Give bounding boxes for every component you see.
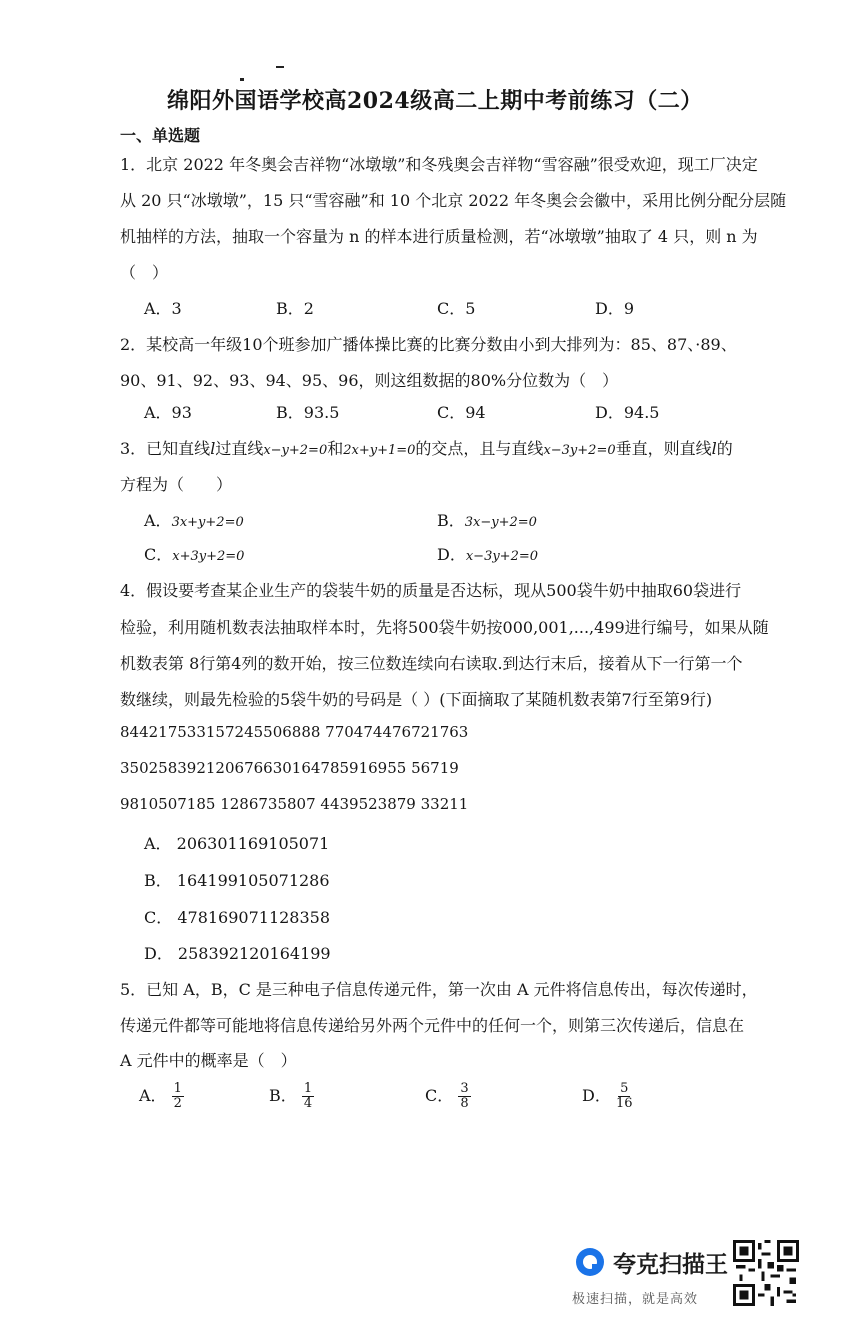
- q5-line: 5．已知 A，B，C 是三种电子信息传递元件，第一次由 A 元件将信息传出，每次传递时，: [120, 980, 758, 999]
- option-label: A．: [144, 511, 172, 530]
- option-label: B．: [269, 1086, 297, 1105]
- q5-option-a: [139, 1082, 184, 1111]
- q3-text: 和: [327, 439, 344, 458]
- denominator: 2: [173, 1096, 182, 1111]
- option-label: B．: [437, 511, 465, 530]
- q3-line: [120, 436, 733, 459]
- q1-option-a: A．3: [144, 299, 182, 318]
- q3-text: 过直线: [215, 439, 264, 458]
- fraction: [458, 1082, 470, 1111]
- q4-line: 机数表第 8行第4列的数开始，按三位数连续向右读取.到达行末后，接着从下一行第一个: [120, 654, 743, 673]
- section-heading: 一、单选题: [120, 126, 201, 145]
- denominator: 4: [303, 1096, 313, 1111]
- q5-option-c: [425, 1082, 471, 1111]
- q5-line: A 元件中的概率是（ ）: [120, 1051, 297, 1070]
- q2-option-b: B．93.5: [276, 403, 340, 422]
- q1-line: 从 20 只“冰墩墩”，15 只“雪容融”和 10 个北京 2022 年冬奥会会徽中，采用比例分配分层随: [120, 191, 787, 210]
- q1-option-c: C．5: [437, 299, 476, 318]
- q1-option-b: B．2: [276, 299, 314, 318]
- q3-line: 方程为（ ）: [120, 475, 233, 494]
- q3-text: 的交点，且与直线: [415, 439, 544, 458]
- quark-logo-icon: [574, 1246, 606, 1278]
- equation: x−3y+2=0: [465, 549, 539, 564]
- watermark-slogan: 极速扫描，就是高效: [572, 1292, 699, 1307]
- equation: 3x−y+2=0: [464, 515, 537, 530]
- q4-option-c: C． 478169071128358: [144, 908, 331, 927]
- q1-line: 机抽样的方法，抽取一个容量为 n 的样本进行质量检测，若“冰墩墩”抽取了 4 只，则 n 为: [120, 227, 758, 246]
- q3-option-d: [437, 542, 538, 565]
- random-table-row: 9810507185 1286735807 4439523879 33211: [120, 795, 469, 813]
- denominator: 16: [615, 1096, 633, 1111]
- equation: x−3y+2=0: [543, 443, 616, 458]
- fraction: [302, 1082, 314, 1111]
- option-label: C．: [425, 1086, 454, 1105]
- q2-option-a: A．93: [144, 403, 192, 422]
- var-l: l: [711, 439, 717, 458]
- equation: x−y+2=0: [263, 443, 328, 458]
- denominator: 8: [460, 1096, 469, 1111]
- numerator: 1: [303, 1081, 313, 1096]
- q3-option-c: [144, 542, 244, 565]
- qr-code-icon: [733, 1240, 799, 1306]
- q4-option-a: A． 206301169105071: [144, 834, 330, 853]
- option-label: C．: [144, 545, 173, 564]
- q3-text: 垂直，则直线: [615, 439, 712, 458]
- q3-option-b: [437, 508, 537, 531]
- numerator: 3: [460, 1081, 469, 1096]
- q5-option-d: [582, 1082, 632, 1111]
- q2-line: 2．某校高一年级10个班参加广播体操比赛的比赛分数由小到大排列为：85、87、·89、: [120, 335, 737, 354]
- q4-option-d: D． 258392120164199: [144, 944, 331, 963]
- q3-text: 的: [716, 439, 733, 458]
- q1-option-d: D．9: [595, 299, 635, 318]
- q4-line: 检验，利用随机数表法抽取样本时，先将500袋牛奶按000,001,...,499进行编号，如果从随: [120, 618, 769, 637]
- equation: 3x+y+2=0: [171, 515, 244, 530]
- q4-line: 数继续，则最先检验的5袋牛奶的号码是（ ）(下面摘取了某随机数表第7行至第9行): [120, 690, 713, 709]
- q1-line: 1．北京 2022 年冬奥会吉祥物“冰墩墩”和冬残奥会吉祥物“雪容融”很受欢迎，现工厂决定: [120, 155, 758, 174]
- q2-line: 90、91、92、93、94、95、96，则这组数据的80%分位数为（ ）: [120, 371, 619, 390]
- random-table-row: 350258392120676630164785916955 56719: [120, 759, 459, 777]
- fraction: [172, 1082, 184, 1111]
- q2-option-c: C．94: [437, 403, 486, 422]
- option-label: D．: [582, 1086, 611, 1105]
- option-label: A．: [139, 1086, 167, 1105]
- option-label: D．: [437, 545, 466, 564]
- scan-mark: [276, 66, 284, 68]
- watermark-brand: 夸克扫描王: [613, 1252, 728, 1278]
- q4-line: 4．假设要考查某企业生产的袋装牛奶的质量是否达标，现从500袋牛奶中抽取60袋进行: [120, 581, 742, 600]
- numerator: 1: [173, 1081, 182, 1096]
- var-l: l: [210, 439, 216, 458]
- numerator: 5: [620, 1081, 629, 1096]
- fraction: [616, 1082, 633, 1111]
- page-title: 绵阳外国语学校高2024级高二上期中考前练习（二）: [167, 88, 703, 114]
- q4-option-b: B． 164199105071286: [144, 871, 330, 890]
- scan-mark: [240, 78, 244, 81]
- q3-option-a: [144, 508, 244, 531]
- equation: 2x+y+1=0: [343, 443, 416, 458]
- q2-option-d: D．94.5: [595, 403, 660, 422]
- equation: x+3y+2=0: [172, 549, 245, 564]
- q3-text: 3．已知直线: [120, 439, 211, 458]
- q1-line: （ ）: [120, 263, 169, 282]
- random-table-row: 844217533157245506888 770474476721763: [120, 723, 469, 741]
- q5-option-b: [269, 1082, 314, 1111]
- q5-line: 传递元件都等可能地将信息传递给另外两个元件中的任何一个，则第三次传递后，信息在: [120, 1016, 745, 1035]
